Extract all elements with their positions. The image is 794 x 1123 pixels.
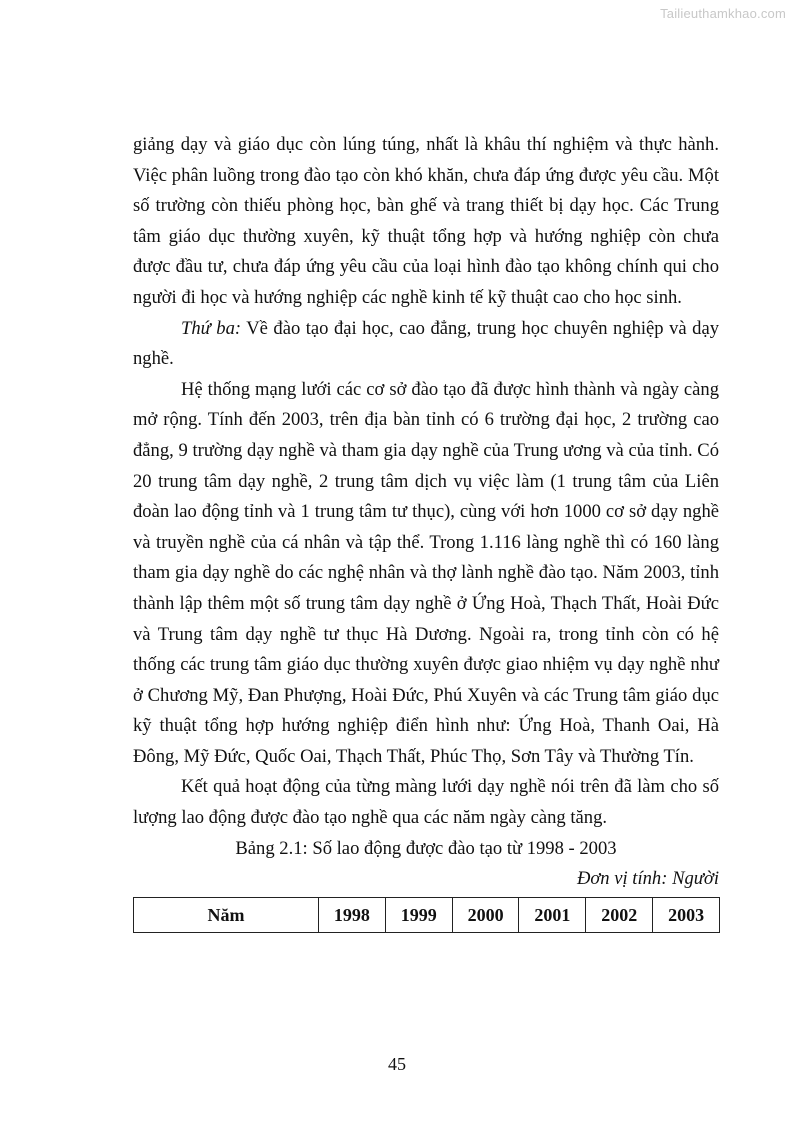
watermark: Tailieuthamkhao.com [660,6,786,21]
table-header-cell: Năm [134,897,319,932]
table-header-cell: 1999 [385,897,452,932]
table-unit: Đơn vị tính: Người [576,868,719,890]
table-header-cell: 2001 [519,897,586,932]
paragraph-results: Kết quả hoạt động của từng màng lưới dạy nghề nói trên đã làm cho số lượng lao động được đào tạo nghề qua các năm ngày càng tăng. [133,776,719,829]
table-header-cell: 2003 [653,897,720,932]
table-caption: Bảng 2.1: Số lao động được đào tạo từ 1998 - 2003 [235,837,617,859]
data-table [133,897,720,933]
page-number: 45 [388,1054,406,1074]
page-content [133,130,719,933]
table-header-cell: 2000 [452,897,519,932]
paragraph-continuation: giảng dạy và giáo dục còn lúng túng, nhất là khâu thí nghiệm và thực hành. Việc phân luồng trong đào tạo còn khó khăn, chưa đáp ứng được yêu cầu. Một số trường còn thiếu phòng học, bàn ghế và trang thiết bị dạy học. Các Trung tâm giáo dục thường xuyên, kỹ thuật tổng hợp và hướng nghiệp còn chưa được đầu tư, chưa đáp ứng yêu cầu của loại hình đào tạo không chính qui cho người đi học và hướng nghiệp các nghề kinh tế kỹ thuật cao cho học sinh. [133,134,719,308]
paragraph-network: Hệ thống mạng lưới các cơ sở đào tạo đã được hình thành và ngày càng mở rộng. Tính đến 2003, trên địa bàn tỉnh có 6 trường đại học, 2 trường cao đẳng, 9 trường dạy nghề và tham gia dạy nghề của Trung ương và của tỉnh. Có 20 trung tâm dạy nghề, 2 trung tâm dịch vụ việc làm (1 trung tâm của Liên đoàn lao động tỉnh và 1 trung tâm tư thục), cùng với hơn 1000 cơ sở dạy nghề và truyền nghề của cá nhân và tập thể. Trong 1.116 làng nghề thì có 160 làng tham gia dạy nghề do các nghệ nhân và thợ lành nghề đào tạo. Năm 2003, tỉnh thành lập thêm một số trung tâm dạy nghề ở Ứng Hoà, Thạch Thất, Hoài Đức và Trung tâm dạy nghề tư thục Hà Dương. Ngoài ra, trong tỉnh còn có hệ thống các trung tâm giáo dục thường xuyên được giao nhiệm vụ dạy nghề như ở Chương Mỹ, Đan Phượng, Hoài Đức, Phú Xuyên và các Trung tâm giáo dục kỹ thuật tổng hợp hướng nghiệp điển hình như: Ứng Hoà, Thanh Oai, Hà Đông, Mỹ Đức, Quốc Oai, Thạch Thất, Phúc Thọ, Sơn Tây và Thường Tín. [133,378,719,767]
paragraph-thu-ba [133,314,719,375]
paragraph-text: Về đào tạo đại học, cao đẳng, trung học chuyên nghiệp và dạy nghề. [133,317,719,370]
table-header-cell: 1998 [319,897,386,932]
paragraph-lead: Thứ ba: [181,317,242,339]
table-header-row [134,897,720,932]
table-header-cell: 2002 [586,897,653,932]
